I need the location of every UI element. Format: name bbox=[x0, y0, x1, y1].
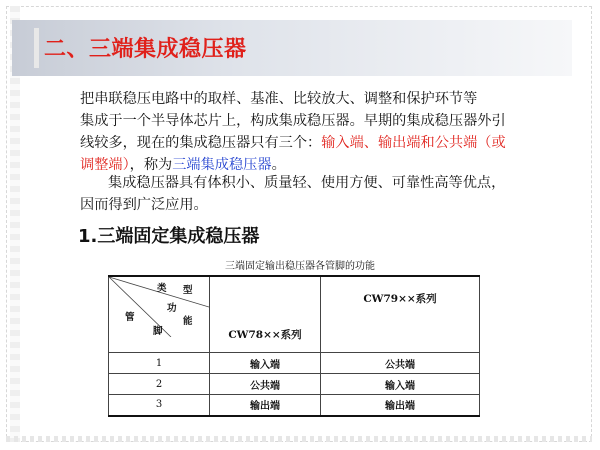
para1-term-highlight: 三端集成稳压器 bbox=[172, 157, 272, 173]
pin-function-table bbox=[108, 275, 480, 417]
para1-line-1: 把串联稳压电路中的取样、基准、比较放大、调整和保护环节等 bbox=[80, 91, 478, 107]
table-caption: 三端固定输出稳压器各管脚的功能 bbox=[225, 261, 375, 272]
diag-label-type-1: 类 bbox=[157, 283, 167, 294]
para2-line-2: 因而得到广泛应用。 bbox=[80, 197, 208, 213]
pin-number: 1 bbox=[109, 353, 210, 374]
cw79-function: 输出端 bbox=[321, 395, 480, 416]
slide-title: 二、三端集成稳压器 bbox=[44, 37, 247, 62]
section-heading: 1.三端固定集成稳压器 bbox=[78, 226, 260, 247]
diag-label-pin-1: 管 bbox=[125, 312, 135, 323]
para1-line4-end: 。 bbox=[271, 157, 286, 173]
table-row bbox=[109, 353, 480, 374]
cw78-function: 公共端 bbox=[210, 374, 321, 395]
diag-label-type-2: 型 bbox=[183, 285, 193, 296]
cw78-function: 输出端 bbox=[210, 395, 321, 416]
cw79-function: 输入端 bbox=[321, 374, 480, 395]
para1-adjust-highlight: 调整端） bbox=[80, 157, 130, 173]
table-row bbox=[109, 395, 480, 416]
diag-label-func-2: 能 bbox=[183, 316, 193, 327]
diagonal-header-cell bbox=[109, 276, 210, 353]
bottom-decoration bbox=[6, 436, 592, 442]
title-accent bbox=[34, 28, 39, 68]
para1-line-3 bbox=[80, 132, 580, 154]
cw79-function: 公共端 bbox=[321, 353, 480, 374]
paragraph-2 bbox=[80, 172, 580, 216]
header-cw78: CW78××系列 bbox=[210, 276, 321, 353]
pin-number: 3 bbox=[109, 395, 210, 416]
para1-terminals-highlight: 输入端、输出端和公共端（或 bbox=[321, 135, 506, 151]
diag-label-func-1: 功 bbox=[167, 303, 177, 314]
paragraph-1 bbox=[80, 88, 580, 176]
table-header-row bbox=[109, 276, 480, 353]
para1-line4-text: ，称为 bbox=[129, 157, 173, 173]
para2-line-1: 集成稳压器具有体积小、质量轻、使用方便、可靠性高等优点， bbox=[108, 175, 506, 191]
header-cw79: CW79××系列 bbox=[321, 276, 480, 353]
cw78-function: 输入端 bbox=[210, 353, 321, 374]
table-row bbox=[109, 374, 480, 395]
pin-number: 2 bbox=[109, 374, 210, 395]
para1-line-2: 集成于一个半导体芯片上，构成集成稳压器。早期的集成稳压器外引 bbox=[80, 113, 506, 129]
diag-label-pin-2: 脚 bbox=[153, 326, 163, 337]
para1-line3-text: 线较多，现在的集成稳压器只有三个： bbox=[80, 135, 322, 151]
